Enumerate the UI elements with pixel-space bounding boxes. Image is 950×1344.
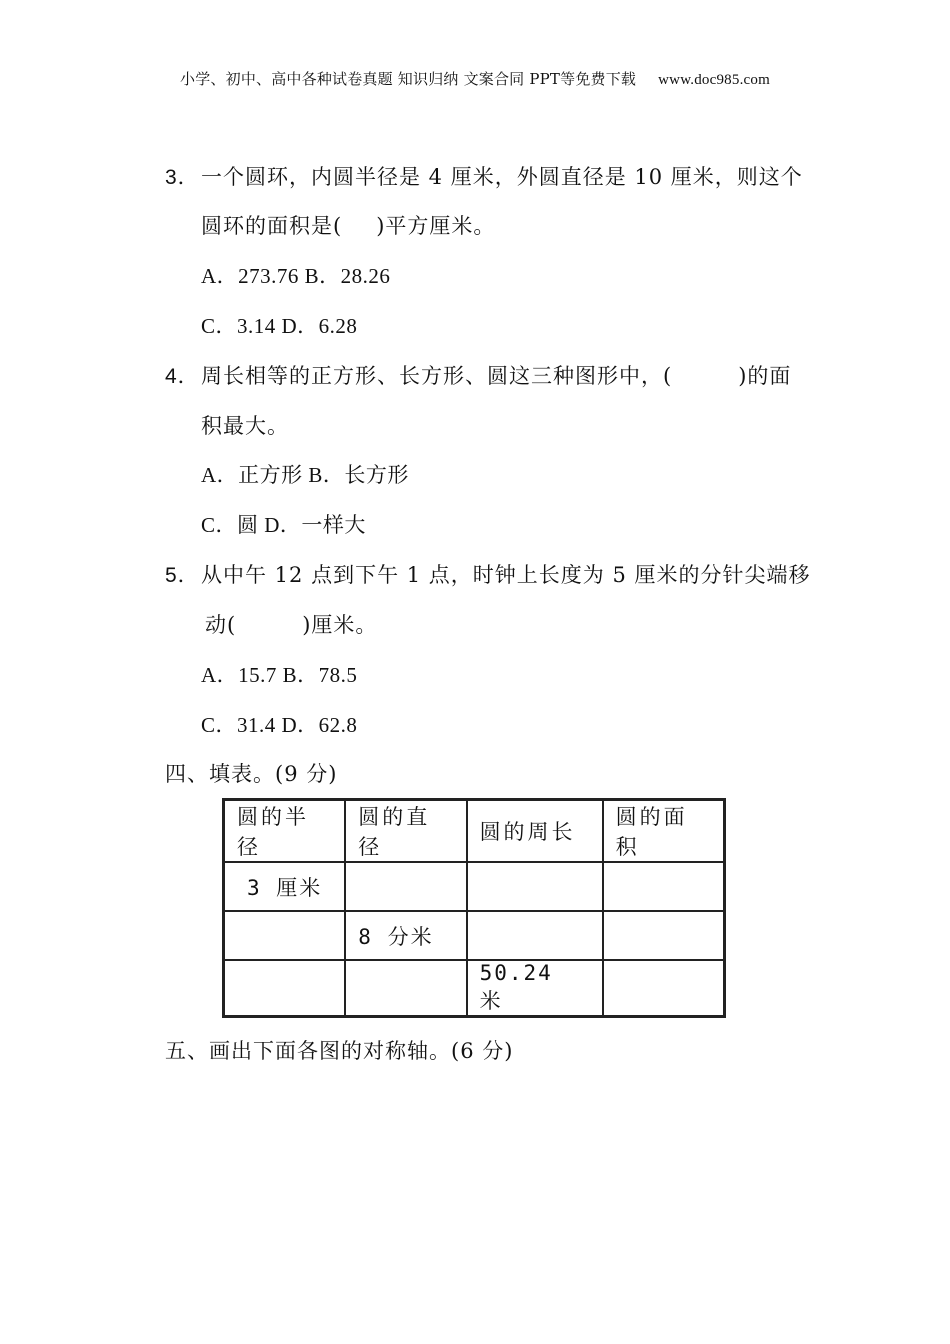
table-cell: 8 分米 [345,911,466,960]
table-cell: 3 厘米 [224,862,346,911]
question-5-options-2: C．31.4 D．62.8 [201,713,358,737]
section-4-title: 四、填表。(9 分) [165,762,338,786]
question-4-options-2: C．圆 D．一样大 [201,513,366,537]
table-cell-blank[interactable] [467,911,603,960]
table-cell-blank[interactable] [224,911,346,960]
question-3-text-post: )平方厘米。 [376,214,496,238]
table-cell: 50.24 米 [467,960,603,1017]
question-4-line-2: 积最大。 [201,414,289,438]
question-3-options-2: C．3.14 D．6.28 [201,314,358,338]
question-4-line-1 [165,362,791,391]
question-3-text: 一个圆环，内圆半径是 4 厘米，外圆直径是 10 厘米，则这个 [201,165,803,189]
table-row [224,911,725,960]
question-3-line-2 [201,212,495,240]
question-3-options-1: A．273.76 B．28.26 [201,264,391,288]
table-cell-blank[interactable] [603,911,725,960]
fill-table [222,798,726,1018]
question-4-text-pre: 周长相等的正方形、长方形、圆这三种图形中，( [201,364,673,388]
table-cell-blank[interactable] [467,862,603,911]
table-cell-blank[interactable] [345,960,466,1017]
question-5-line-2 [205,611,377,639]
header-site: www.doc985.com [658,72,770,88]
question-4-options-1: A．正方形 B．长方形 [201,463,409,487]
question-5-text-pre: 动( [205,613,237,637]
question-4-number: 4． [165,365,200,388]
question-3-number: 3． [165,166,200,189]
table-cell-blank[interactable] [224,960,346,1017]
table-header-row [224,800,725,863]
question-3-line-1 [165,163,803,192]
question-4-text-post: )的面 [738,364,792,388]
table-cell-blank[interactable] [603,862,725,911]
page-header [0,68,950,89]
table-header-diameter: 圆的直径 [345,800,466,863]
question-5-line-1 [165,561,811,590]
question-5-number: 5． [165,564,200,587]
table-header-circumference: 圆的周长 [467,800,603,863]
table-row [224,862,725,911]
question-5-options-1: A．15.7 B．78.5 [201,663,358,687]
header-title: 小学、初中、高中各种试卷真题 知识归纳 文案合同 PPT等免费下载 [180,70,637,88]
table-header-radius: 圆的半径 [224,800,346,863]
table-cell-blank[interactable] [603,960,725,1017]
question-5-text-post: )厘米。 [302,613,378,637]
table-row [224,960,725,1017]
table-cell-blank[interactable] [345,862,466,911]
question-5-text: 从中午 12 点到下午 1 点，时钟上长度为 5 厘米的分针尖端移 [201,563,811,587]
section-5-title: 五、画出下面各图的对称轴。(6 分) [165,1039,514,1063]
table-header-area: 圆的面积 [603,800,725,863]
question-3-text-pre: 圆环的面积是( [201,214,343,238]
